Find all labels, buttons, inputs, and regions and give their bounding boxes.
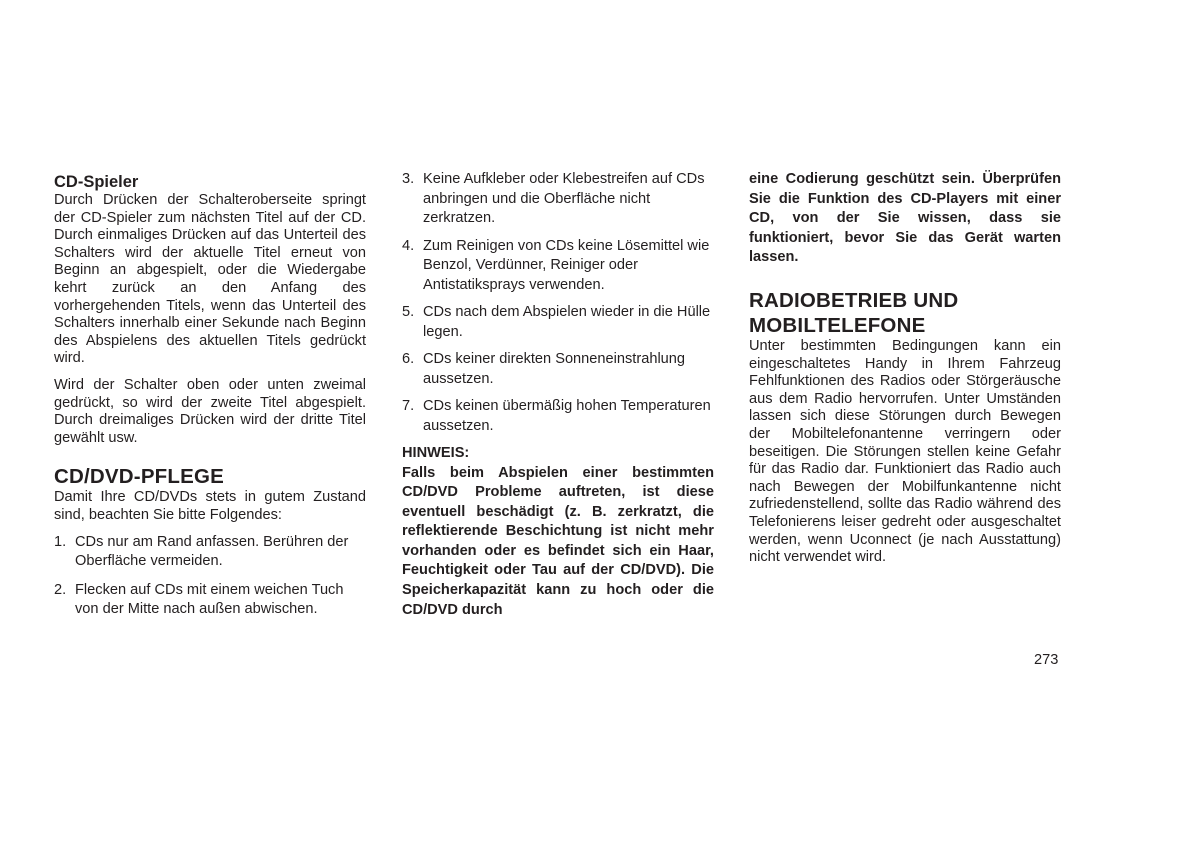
care-list-part-1: [54, 533, 366, 620]
list-item-text: Keine Aufkleber oder Klebestreifen auf CDs anbringen und die Oberfläche nicht zerkratzen.: [423, 171, 705, 226]
list-item-text: CDs keiner direkten Sonneneinstrahlung aussetzen.: [423, 351, 686, 387]
list-item-text: Zum Reinigen von CDs keine Lösemittel wie Benzol, Verdünner, Reiniger oder Antistatiksprays verwenden.: [423, 237, 710, 293]
cd-dvd-care-intro: Damit Ihre CD/DVDs stets in gutem Zustand sind, beachten Sie bitte Folgendes:: [54, 489, 366, 523]
list-item-number: 1.: [54, 533, 67, 550]
list-item: [54, 581, 366, 620]
list-item: [54, 533, 366, 572]
list-item-text: CDs nur am Rand anfassen. Berühren der Oberfläche vermeiden.: [75, 533, 349, 569]
column-middle: [402, 170, 714, 620]
list-item: [402, 237, 714, 296]
cd-player-paragraph-1: Durch Drücken der Schalteroberseite springt der CD-Spieler zum nächsten Titel auf der CD. Durch einmaliges Drücken auf das Unterteil des Schalters wird der aktuelle Titel erneut von Beginn an abgespielt, oder die Wiedergabe kehrt zurück an den Anfang des vorhergehenden Titels, wenn das Unterteil des Schalters innerhalb einer Sekunde nach Beginn des Abspielens des aktuellen Titels gedrückt wird.: [54, 192, 366, 367]
note-text-continued: eine Codierung geschützt sein. Überprüfen Sie die Funktion des CD-Players mit einer CD, von der Sie wissen, dass sie funktioniert, bevor Sie das Gerät warten lassen.: [749, 171, 1061, 266]
list-item-number: 6.: [402, 351, 415, 367]
note-label: HINWEIS:: [402, 445, 470, 461]
list-item-text: CDs nach dem Abspielen wieder in die Hülle legen.: [423, 304, 711, 340]
cd-player-paragraph-2: Wird der Schalter oben oder unten zweimal gedrückt, so wird der zweite Titel abgespielt. Durch dreimaliges Drücken wird der dritte Titel gewählt usw.: [54, 376, 366, 446]
list-item-number: 2.: [54, 581, 67, 598]
list-item-number: 5.: [402, 304, 415, 320]
care-list-part-2: [402, 170, 714, 436]
column-right: [749, 170, 1061, 567]
page-number: 273: [1034, 652, 1059, 668]
column-left: [54, 170, 366, 629]
list-item: [402, 170, 714, 229]
cd-dvd-care-heading: CD/DVD-PFLEGE: [54, 465, 225, 489]
list-item-number: 4.: [402, 237, 415, 254]
list-item-text: CDs keinen übermäßig hohen Temperaturen aussetzen.: [423, 398, 711, 434]
note-text: Falls beim Abspielen einer bestimmten CD/DVD Probleme auftreten, ist diese eventuell beschädigt (z. B. zerkratzt, die reflektierende Beschichtung ist nicht mehr vorhanden oder es befindet sich ein Haar, Feuchtigkeit oder Tau auf der CD/DVD). Die Speicherkapazität kann zu hoch oder die CD/DVD durch: [402, 464, 714, 618]
list-item: [402, 350, 714, 389]
list-item: [402, 303, 714, 342]
cd-player-heading: CD-Spieler: [54, 173, 139, 191]
list-item: [402, 397, 714, 436]
list-item-number: 7.: [402, 398, 415, 414]
radio-mobile-paragraph: Unter bestimmten Bedingungen kann ein eingeschaltetes Handy in Ihrem Fahrzeug Fehlfunktionen des Radios oder Störgeräusche aus dem Radio hervorrufen. Unter Umständen lassen sich diese Störungen durch Bewegen der Mobiltelefonantenne verringern oder beseitigen. Die Störungen stellen keine Gefahr für das Radio dar. Funktioniert das Radio auch nach Bewegen der Mobilfunkantenne nicht zufriedenstellend, sollte das Radio während des Telefonierens leiser gedreht oder ausgeschaltet werden, wenn Uconnect (je nach Ausstattung) nicht verwendet wird.: [749, 337, 1061, 566]
list-item-number: 3.: [402, 171, 415, 187]
radio-mobile-heading: RADIOBETRIEB UND MOBILTELEFONE: [749, 288, 959, 337]
list-item-text: Flecken auf CDs mit einem weichen Tuch von der Mitte nach außen abwischen.: [75, 581, 344, 617]
